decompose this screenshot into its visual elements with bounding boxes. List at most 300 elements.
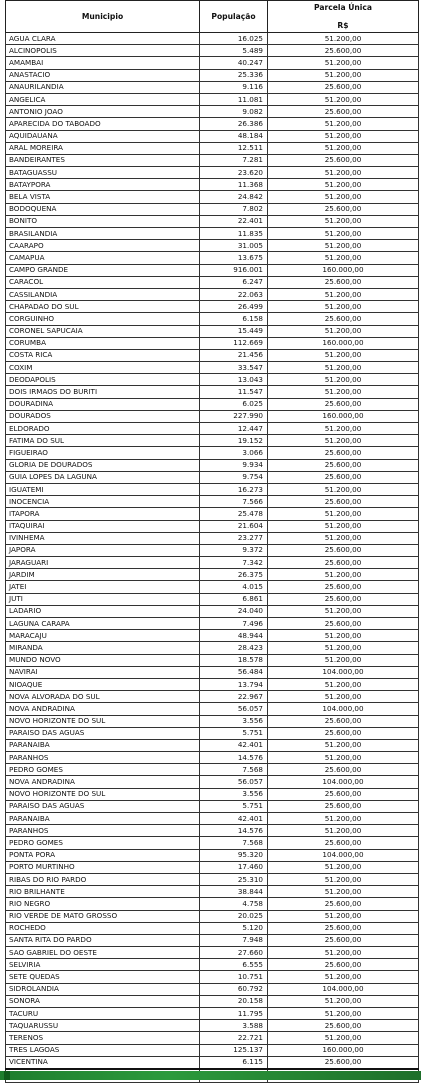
table-row bbox=[6, 569, 419, 581]
municipio-cell: NIOAQUE bbox=[6, 678, 200, 690]
table-row bbox=[6, 557, 419, 569]
parcela-cell: 160.000,00 bbox=[268, 337, 419, 349]
populacao-cell: 25.310 bbox=[200, 873, 268, 885]
municipio-cell: AMAMBAI bbox=[6, 57, 200, 69]
table-row bbox=[6, 800, 419, 812]
populacao-cell: 6.115 bbox=[200, 1056, 268, 1069]
municipio-cell: GLORIA DE DOURADOS bbox=[6, 459, 200, 471]
table-row bbox=[6, 1056, 419, 1069]
municipio-cell: TRES LAGOAS bbox=[6, 1044, 200, 1056]
table-row bbox=[6, 81, 419, 93]
table-row bbox=[6, 154, 419, 166]
parcela-cell: 51.200,00 bbox=[268, 423, 419, 435]
populacao-cell: 4.015 bbox=[200, 581, 268, 593]
parcela-cell: 51.200,00 bbox=[268, 374, 419, 386]
municipio-cell: SONORA bbox=[6, 995, 200, 1007]
table-row bbox=[6, 788, 419, 800]
table-row bbox=[6, 496, 419, 508]
table-row bbox=[6, 605, 419, 617]
parcela-cell: 25.600,00 bbox=[268, 764, 419, 776]
municipio-cell: SELVIRIA bbox=[6, 959, 200, 971]
parcela-cell: 25.600,00 bbox=[268, 837, 419, 849]
table-row bbox=[6, 179, 419, 191]
municipio-cell: CORONEL SAPUCAIA bbox=[6, 325, 200, 337]
table-row bbox=[6, 1044, 419, 1056]
table-row bbox=[6, 325, 419, 337]
populacao-cell: 16.273 bbox=[200, 483, 268, 495]
municipio-cell: RIO BRILHANTE bbox=[6, 886, 200, 898]
populacao-cell: 27.660 bbox=[200, 947, 268, 959]
table-row bbox=[6, 971, 419, 983]
municipality-table-sheet bbox=[5, 0, 418, 1083]
populacao-cell: 12.511 bbox=[200, 142, 268, 154]
table-row bbox=[6, 666, 419, 678]
populacao-cell: 11.547 bbox=[200, 386, 268, 398]
table-row bbox=[6, 215, 419, 227]
populacao-cell: 6.158 bbox=[200, 313, 268, 325]
populacao-cell: 10.751 bbox=[200, 971, 268, 983]
parcela-cell: 51.200,00 bbox=[268, 605, 419, 617]
table-row bbox=[6, 301, 419, 313]
populacao-cell: 25.336 bbox=[200, 69, 268, 81]
municipio-cell: SIDROLANDIA bbox=[6, 983, 200, 995]
populacao-cell: 7.568 bbox=[200, 837, 268, 849]
municipio-cell: CORUMBA bbox=[6, 337, 200, 349]
parcela-cell: 51.200,00 bbox=[268, 228, 419, 240]
parcela-cell: 51.200,00 bbox=[268, 873, 419, 885]
table-row bbox=[6, 837, 419, 849]
parcela-cell: 104.000,00 bbox=[268, 849, 419, 861]
municipio-cell: DOURADINA bbox=[6, 398, 200, 410]
parcela-cell: 51.200,00 bbox=[268, 569, 419, 581]
parcela-cell: 25.600,00 bbox=[268, 81, 419, 93]
municipio-cell: LAGUNA CARAPA bbox=[6, 618, 200, 630]
populacao-cell: 48.944 bbox=[200, 630, 268, 642]
table-row bbox=[6, 349, 419, 361]
parcela-cell: 25.600,00 bbox=[268, 727, 419, 739]
table-row bbox=[6, 1008, 419, 1020]
table-row bbox=[6, 423, 419, 435]
parcela-cell: 51.200,00 bbox=[268, 1008, 419, 1020]
municipio-cell: DOIS IRMAOS DO BURITI bbox=[6, 386, 200, 398]
municipio-cell: GUIA LOPES DA LAGUNA bbox=[6, 471, 200, 483]
populacao-cell: 22.401 bbox=[200, 215, 268, 227]
populacao-cell: 56.484 bbox=[200, 666, 268, 678]
municipio-cell: SAO GABRIEL DO OESTE bbox=[6, 947, 200, 959]
header-parcela-unit: R$ bbox=[337, 21, 349, 30]
populacao-cell: 112.669 bbox=[200, 337, 268, 349]
populacao-cell: 7.496 bbox=[200, 618, 268, 630]
table-row bbox=[6, 483, 419, 495]
municipio-cell: BATAGUASSU bbox=[6, 167, 200, 179]
populacao-cell: 33.547 bbox=[200, 362, 268, 374]
table-body bbox=[6, 33, 419, 1069]
populacao-cell: 7.566 bbox=[200, 496, 268, 508]
parcela-cell: 51.200,00 bbox=[268, 325, 419, 337]
table-row bbox=[6, 106, 419, 118]
table-row bbox=[6, 386, 419, 398]
table-row bbox=[6, 93, 419, 105]
municipio-cell: DOURADOS bbox=[6, 410, 200, 422]
municipio-cell: BANDEIRANTES bbox=[6, 154, 200, 166]
populacao-cell: 13.043 bbox=[200, 374, 268, 386]
populacao-cell: 7.948 bbox=[200, 934, 268, 946]
table-row bbox=[6, 776, 419, 788]
populacao-cell: 916.001 bbox=[200, 264, 268, 276]
parcela-cell: 51.200,00 bbox=[268, 288, 419, 300]
table-row bbox=[6, 57, 419, 69]
parcela-cell: 51.200,00 bbox=[268, 191, 419, 203]
table-row bbox=[6, 764, 419, 776]
parcela-cell: 25.600,00 bbox=[268, 959, 419, 971]
parcela-cell: 25.600,00 bbox=[268, 398, 419, 410]
parcela-cell: 25.600,00 bbox=[268, 544, 419, 556]
table-row bbox=[6, 703, 419, 715]
parcela-cell: 51.200,00 bbox=[268, 910, 419, 922]
populacao-cell: 5.120 bbox=[200, 922, 268, 934]
table-row bbox=[6, 898, 419, 910]
municipio-cell: JUTI bbox=[6, 593, 200, 605]
parcela-cell: 25.600,00 bbox=[268, 1056, 419, 1069]
parcela-cell: 25.600,00 bbox=[268, 800, 419, 812]
municipio-cell: COXIM bbox=[6, 362, 200, 374]
table-row bbox=[6, 727, 419, 739]
parcela-cell: 51.200,00 bbox=[268, 813, 419, 825]
table-row bbox=[6, 886, 419, 898]
municipio-cell: INOCENCIA bbox=[6, 496, 200, 508]
table-row bbox=[6, 228, 419, 240]
municipio-cell: ROCHEDO bbox=[6, 922, 200, 934]
populacao-cell: 42.401 bbox=[200, 739, 268, 751]
table-row bbox=[6, 678, 419, 690]
municipio-cell: FIGUEIRAO bbox=[6, 447, 200, 459]
parcela-cell: 51.200,00 bbox=[268, 520, 419, 532]
municipio-cell: FATIMA DO SUL bbox=[6, 435, 200, 447]
municipio-cell: BONITO bbox=[6, 215, 200, 227]
municipio-cell: BATAYPORA bbox=[6, 179, 200, 191]
populacao-cell: 56.057 bbox=[200, 776, 268, 788]
populacao-cell: 22.721 bbox=[200, 1032, 268, 1044]
table-row bbox=[6, 191, 419, 203]
parcela-cell: 25.600,00 bbox=[268, 471, 419, 483]
municipio-cell: NOVA ALVORADA DO SUL bbox=[6, 691, 200, 703]
municipio-cell: CARACOL bbox=[6, 276, 200, 288]
populacao-cell: 20.158 bbox=[200, 995, 268, 1007]
populacao-cell: 24.842 bbox=[200, 191, 268, 203]
populacao-cell: 9.082 bbox=[200, 106, 268, 118]
table-row bbox=[6, 142, 419, 154]
municipio-cell: PARANAIBA bbox=[6, 813, 200, 825]
parcela-cell: 25.600,00 bbox=[268, 106, 419, 118]
municipio-cell: APARECIDA DO TABOADO bbox=[6, 118, 200, 130]
table-row bbox=[6, 130, 419, 142]
populacao-cell: 19.152 bbox=[200, 435, 268, 447]
table-row bbox=[6, 642, 419, 654]
populacao-cell: 5.751 bbox=[200, 727, 268, 739]
parcela-cell: 25.600,00 bbox=[268, 788, 419, 800]
parcela-cell: 51.200,00 bbox=[268, 642, 419, 654]
populacao-cell: 6.555 bbox=[200, 959, 268, 971]
municipio-cell: MARACAJU bbox=[6, 630, 200, 642]
municipio-cell: MIRANDA bbox=[6, 642, 200, 654]
populacao-cell: 3.066 bbox=[200, 447, 268, 459]
populacao-cell: 11.795 bbox=[200, 1008, 268, 1020]
parcela-cell: 51.200,00 bbox=[268, 678, 419, 690]
populacao-cell: 11.081 bbox=[200, 93, 268, 105]
table-row bbox=[6, 33, 419, 45]
table-row bbox=[6, 313, 419, 325]
table-row bbox=[6, 410, 419, 422]
table-row bbox=[6, 752, 419, 764]
municipio-cell: PEDRO GOMES bbox=[6, 837, 200, 849]
parcela-cell: 160.000,00 bbox=[268, 264, 419, 276]
populacao-cell: 12.447 bbox=[200, 423, 268, 435]
parcela-cell: 25.600,00 bbox=[268, 898, 419, 910]
populacao-cell: 95.320 bbox=[200, 849, 268, 861]
populacao-cell: 6.025 bbox=[200, 398, 268, 410]
municipio-cell: ITAQUIRAI bbox=[6, 520, 200, 532]
parcela-cell: 25.600,00 bbox=[268, 276, 419, 288]
parcela-cell: 51.200,00 bbox=[268, 483, 419, 495]
table-row bbox=[6, 45, 419, 57]
municipio-cell: RIO NEGRO bbox=[6, 898, 200, 910]
municipio-cell: NOVO HORIZONTE DO SUL bbox=[6, 788, 200, 800]
populacao-cell: 14.576 bbox=[200, 825, 268, 837]
table-row bbox=[6, 861, 419, 873]
table-row bbox=[6, 240, 419, 252]
populacao-cell: 5.751 bbox=[200, 800, 268, 812]
municipio-cell: RIO VERDE DE MATO GROSSO bbox=[6, 910, 200, 922]
parcela-cell: 25.600,00 bbox=[268, 313, 419, 325]
parcela-cell: 25.600,00 bbox=[268, 45, 419, 57]
header-row bbox=[6, 1, 419, 33]
table-row bbox=[6, 630, 419, 642]
parcela-cell: 51.200,00 bbox=[268, 167, 419, 179]
populacao-cell: 31.005 bbox=[200, 240, 268, 252]
table-row bbox=[6, 959, 419, 971]
parcela-cell: 51.200,00 bbox=[268, 57, 419, 69]
parcela-cell: 25.600,00 bbox=[268, 934, 419, 946]
parcela-cell: 25.600,00 bbox=[268, 715, 419, 727]
table-row bbox=[6, 520, 419, 532]
table-row bbox=[6, 654, 419, 666]
populacao-cell: 13.675 bbox=[200, 252, 268, 264]
populacao-cell: 25.478 bbox=[200, 508, 268, 520]
parcela-cell: 25.600,00 bbox=[268, 581, 419, 593]
municipio-cell: ELDORADO bbox=[6, 423, 200, 435]
table-row bbox=[6, 398, 419, 410]
parcela-cell: 25.600,00 bbox=[268, 496, 419, 508]
municipio-cell: JARAGUARI bbox=[6, 557, 200, 569]
populacao-cell: 9.934 bbox=[200, 459, 268, 471]
parcela-cell: 25.600,00 bbox=[268, 618, 419, 630]
populacao-cell: 26.499 bbox=[200, 301, 268, 313]
municipio-cell: CAMAPUA bbox=[6, 252, 200, 264]
municipio-cell: RIBAS DO RIO PARDO bbox=[6, 873, 200, 885]
table-row bbox=[6, 471, 419, 483]
parcela-cell: 51.200,00 bbox=[268, 1032, 419, 1044]
table-row bbox=[6, 532, 419, 544]
table-row bbox=[6, 995, 419, 1007]
parcela-cell: 104.000,00 bbox=[268, 703, 419, 715]
populacao-cell: 40.247 bbox=[200, 57, 268, 69]
municipio-cell: NOVA ANDRADINA bbox=[6, 776, 200, 788]
populacao-cell: 26.386 bbox=[200, 118, 268, 130]
municipio-cell: AQUIDAUANA bbox=[6, 130, 200, 142]
table-row bbox=[6, 825, 419, 837]
municipio-cell: ITAPORA bbox=[6, 508, 200, 520]
parcela-cell: 51.200,00 bbox=[268, 240, 419, 252]
table-row bbox=[6, 910, 419, 922]
populacao-cell: 22.967 bbox=[200, 691, 268, 703]
parcela-cell: 51.200,00 bbox=[268, 947, 419, 959]
parcela-cell: 51.200,00 bbox=[268, 93, 419, 105]
table-row bbox=[6, 264, 419, 276]
populacao-cell: 9.116 bbox=[200, 81, 268, 93]
parcela-cell: 51.200,00 bbox=[268, 301, 419, 313]
municipio-cell: ANGELICA bbox=[6, 93, 200, 105]
parcela-cell: 51.200,00 bbox=[268, 130, 419, 142]
municipio-cell: VICENTINA bbox=[6, 1056, 200, 1069]
parcela-cell: 51.200,00 bbox=[268, 386, 419, 398]
parcela-cell: 104.000,00 bbox=[268, 983, 419, 995]
populacao-cell: 7.802 bbox=[200, 203, 268, 215]
populacao-cell: 3.556 bbox=[200, 715, 268, 727]
populacao-cell: 20.025 bbox=[200, 910, 268, 922]
table-row bbox=[6, 618, 419, 630]
parcela-cell: 51.200,00 bbox=[268, 886, 419, 898]
populacao-cell: 7.281 bbox=[200, 154, 268, 166]
populacao-cell: 23.277 bbox=[200, 532, 268, 544]
table-row bbox=[6, 276, 419, 288]
municipio-cell: LADARIO bbox=[6, 605, 200, 617]
parcela-cell: 25.600,00 bbox=[268, 922, 419, 934]
parcela-cell: 25.600,00 bbox=[268, 557, 419, 569]
table-row bbox=[6, 459, 419, 471]
table-row bbox=[6, 983, 419, 995]
municipio-cell: CAMPO GRANDE bbox=[6, 264, 200, 276]
populacao-cell: 24.040 bbox=[200, 605, 268, 617]
populacao-cell: 38.844 bbox=[200, 886, 268, 898]
parcela-cell: 51.200,00 bbox=[268, 362, 419, 374]
populacao-cell: 21.604 bbox=[200, 520, 268, 532]
table-row bbox=[6, 447, 419, 459]
header-parcela-label: Parcela Única bbox=[313, 3, 373, 12]
populacao-cell: 28.423 bbox=[200, 642, 268, 654]
municipio-cell: PEDRO GOMES bbox=[6, 764, 200, 776]
municipio-cell: PARAISO DAS AGUAS bbox=[6, 727, 200, 739]
populacao-cell: 14.576 bbox=[200, 752, 268, 764]
table-row bbox=[6, 873, 419, 885]
populacao-cell: 18.578 bbox=[200, 654, 268, 666]
parcela-cell: 160.000,00 bbox=[268, 1044, 419, 1056]
table-row bbox=[6, 1032, 419, 1044]
municipio-cell: SETE QUEDAS bbox=[6, 971, 200, 983]
municipio-cell: BRASILANDIA bbox=[6, 228, 200, 240]
municipio-cell: CAARAPO bbox=[6, 240, 200, 252]
strip-edge bbox=[4, 1071, 10, 1080]
parcela-cell: 51.200,00 bbox=[268, 142, 419, 154]
table-row bbox=[6, 288, 419, 300]
municipio-cell: CASSILANDIA bbox=[6, 288, 200, 300]
parcela-cell: 51.200,00 bbox=[268, 532, 419, 544]
municipio-cell: ANAURILANDIA bbox=[6, 81, 200, 93]
populacao-cell: 16.025 bbox=[200, 33, 268, 45]
parcela-cell: 51.200,00 bbox=[268, 508, 419, 520]
parcela-cell: 51.200,00 bbox=[268, 995, 419, 1007]
populacao-cell: 11.368 bbox=[200, 179, 268, 191]
municipio-cell: AGUA CLARA bbox=[6, 33, 200, 45]
table-row bbox=[6, 69, 419, 81]
table-row bbox=[6, 362, 419, 374]
table-row bbox=[6, 934, 419, 946]
table-row bbox=[6, 508, 419, 520]
parcela-cell: 51.200,00 bbox=[268, 691, 419, 703]
parcela-cell: 51.200,00 bbox=[268, 971, 419, 983]
parcela-cell: 51.200,00 bbox=[268, 179, 419, 191]
parcela-cell: 25.600,00 bbox=[268, 1020, 419, 1032]
municipio-cell: ANASTACIO bbox=[6, 69, 200, 81]
parcela-cell: 25.600,00 bbox=[268, 154, 419, 166]
populacao-cell: 6.247 bbox=[200, 276, 268, 288]
table-row bbox=[6, 691, 419, 703]
header-municipio: Municipio bbox=[6, 1, 200, 33]
populacao-cell: 15.449 bbox=[200, 325, 268, 337]
municipio-cell: ANTONIO JOAO bbox=[6, 106, 200, 118]
populacao-cell: 7.342 bbox=[200, 557, 268, 569]
municipio-cell: DEODAPOLIS bbox=[6, 374, 200, 386]
municipio-cell: PONTA PORA bbox=[6, 849, 200, 861]
parcela-cell: 25.600,00 bbox=[268, 593, 419, 605]
municipio-cell: PARAISO DAS AGUAS bbox=[6, 800, 200, 812]
municipio-cell: PORTO MURTINHO bbox=[6, 861, 200, 873]
municipio-cell: NOVO HORIZONTE DO SUL bbox=[6, 715, 200, 727]
parcela-cell: 51.200,00 bbox=[268, 739, 419, 751]
populacao-cell: 13.794 bbox=[200, 678, 268, 690]
populacao-cell: 42.401 bbox=[200, 813, 268, 825]
parcela-cell: 51.200,00 bbox=[268, 118, 419, 130]
table-row bbox=[6, 813, 419, 825]
municipio-cell: SANTA RITA DO PARDO bbox=[6, 934, 200, 946]
populacao-cell: 3.588 bbox=[200, 1020, 268, 1032]
parcela-cell: 51.200,00 bbox=[268, 215, 419, 227]
parcela-cell: 51.200,00 bbox=[268, 752, 419, 764]
parcela-cell: 25.600,00 bbox=[268, 447, 419, 459]
parcela-cell: 104.000,00 bbox=[268, 666, 419, 678]
municipio-cell: COSTA RICA bbox=[6, 349, 200, 361]
populacao-cell: 11.835 bbox=[200, 228, 268, 240]
populacao-cell: 9.372 bbox=[200, 544, 268, 556]
table-row bbox=[6, 849, 419, 861]
table-row bbox=[6, 1020, 419, 1032]
populacao-cell: 56.057 bbox=[200, 703, 268, 715]
municipio-cell: TACURU bbox=[6, 1008, 200, 1020]
table-row bbox=[6, 203, 419, 215]
parcela-cell: 160.000,00 bbox=[268, 410, 419, 422]
populacao-cell: 5.489 bbox=[200, 45, 268, 57]
municipality-table bbox=[5, 0, 419, 1083]
populacao-cell: 23.620 bbox=[200, 167, 268, 179]
municipio-cell: BELA VISTA bbox=[6, 191, 200, 203]
table-row bbox=[6, 544, 419, 556]
municipio-cell: TERENOS bbox=[6, 1032, 200, 1044]
table-row bbox=[6, 947, 419, 959]
municipio-cell: JATEI bbox=[6, 581, 200, 593]
populacao-cell: 17.460 bbox=[200, 861, 268, 873]
municipio-cell: CHAPADAO DO SUL bbox=[6, 301, 200, 313]
table-row bbox=[6, 118, 419, 130]
parcela-cell: 51.200,00 bbox=[268, 33, 419, 45]
